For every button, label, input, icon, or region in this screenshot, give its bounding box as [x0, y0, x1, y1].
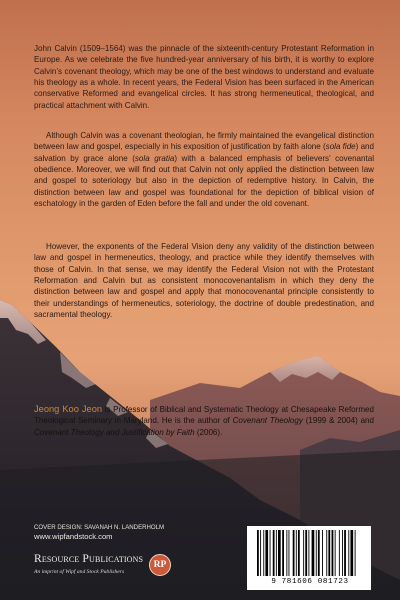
barcode-bar	[289, 530, 290, 576]
publisher-imprint: An imprint of Wipf and Stock Publishers	[34, 569, 125, 575]
publisher-website: www.wipfandstock.com	[34, 532, 113, 541]
cover-design-credit: COVER DESIGN: SAVANAH N. LANDERHOLM	[34, 524, 165, 531]
sola-fide-term: sola fide	[325, 142, 356, 152]
blurb-p2-text-c: ) with a balanced emphasis of believers’ covenantal obedience. Moreover, we will find out that Calvin not only applied the distinction between law and gospel to soteriology but also in the depiction of redemptive history. In Calvin, the distinction between law and gospel was foundational for the depiction of biblical vision of eschatology in the garden of Eden before the fall and under the old covenant.	[34, 153, 374, 209]
barcode-bar	[278, 530, 281, 576]
author-bio-text-a: is Professor of Biblical and Systematic Theology at Chesapeake Reformed Theological Seminary in Maryland. He is the author of	[34, 405, 374, 426]
author-book-2: Covenant Theology and Justification by Faith	[34, 427, 195, 437]
barcode-bar	[318, 530, 320, 576]
author-bio	[34, 404, 374, 438]
blurb-paragraph-2	[34, 130, 374, 209]
blurb-p2-text-a: Although Calvin was a covenant theologian, he firmly maintained the evangelical distinction between law and gospel, especially in his exposition of justification by faith alone (	[34, 131, 374, 152]
blurb-paragraph-3: However, the exponents of the Federal Vision deny any validity of the distinction between law and gospel in hermeneutics, theology, and practice while they identify themselves with those of Calvin. In that sense, we may identify the Federal Vision not with the Protestant Reformation and Calvin but as consistent monocovenantalism in which they deny the distinction between law and gospel and apply that monocovenantal principle consistently to their understandings of hermeneutics, soteriology, the doctrine of double predestination, and sacramental theology.	[34, 242, 374, 320]
barcode-bar	[260, 530, 261, 576]
publisher-logo-icon: RP	[149, 554, 171, 576]
barcode-bar	[276, 530, 277, 576]
barcode-bar	[273, 530, 275, 576]
barcode-bar	[308, 530, 309, 576]
barcode-bar	[270, 530, 271, 576]
barcode-bar	[286, 530, 287, 576]
barcode-bar	[342, 530, 343, 576]
barcode-bar	[257, 530, 259, 576]
barcode-bar	[344, 530, 346, 576]
sola-gratia-term: sola gratia	[134, 153, 175, 163]
barcode-bars	[257, 530, 367, 576]
barcode-bar	[332, 530, 334, 576]
barcode-bar	[328, 530, 330, 576]
barcode-bar	[296, 530, 297, 576]
barcode-bar	[263, 530, 264, 576]
publisher-name: Resource Publications	[34, 552, 144, 565]
barcode-bar	[348, 530, 349, 576]
barcode-bar	[350, 530, 353, 576]
blurb-paragraph-1: John Calvin (1509–1564) was the pinnacle of the sixteenth-century Protestant Reformation in Europe. As we celebrate the five hundred-year anniversary of his birth, it is worthy to explore Calvin’s covenant theology, which may be one of the best windows to understand and evaluate his theology as a whole. In recent years, the Federal Vision has been surfaced in the American conservative Reformed and evangelical circles. It has strong hermeneutical, theological, and practical attachment with Calvin.	[34, 44, 374, 110]
barcode-bar	[298, 530, 300, 576]
barcode-bar	[303, 530, 304, 576]
barcode-bar	[282, 530, 284, 576]
author-name: Jeong Koo Jeon	[34, 404, 103, 414]
blurb-p2-text-b: ) and salvation by grace alone (	[34, 142, 374, 163]
isbn-number: 9 781606 081723	[271, 578, 349, 586]
barcode-bar	[293, 530, 295, 576]
isbn-barcode	[247, 526, 371, 590]
author-bio-text-c: (2006).	[194, 427, 223, 437]
barcode-bar	[316, 530, 317, 576]
author-bio-text-b: (1999 & 2004) and	[302, 416, 374, 426]
barcode-bar	[335, 530, 336, 576]
barcode-bar	[312, 530, 315, 576]
barcode-bar	[322, 530, 323, 576]
barcode-bar	[355, 530, 356, 576]
barcode-bar	[339, 530, 340, 576]
barcode-bar	[326, 530, 327, 576]
barcode-bar	[305, 530, 307, 576]
barcode-bar	[265, 530, 268, 576]
author-book-1: Covenant Theology	[232, 416, 303, 426]
